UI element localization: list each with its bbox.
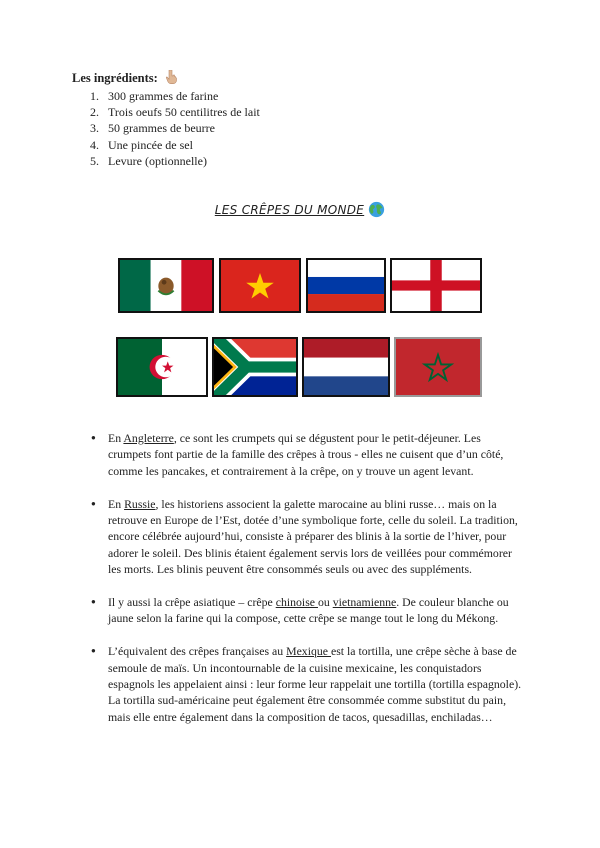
list-number: 3. [90, 121, 99, 136]
flag-england [390, 258, 482, 313]
bullet-russia [92, 496, 524, 578]
list-item [90, 153, 260, 169]
link-vietnamienne[interactable]: vietnamienne [332, 595, 397, 610]
bullet-mexico [92, 643, 524, 725]
section-title [0, 201, 600, 218]
ingredients-list [90, 88, 260, 169]
text: , les historiens associent la galette marocaine au blini russe… mais on la retrouve en Europe de l’Est, dotée d’une symbolique forte, celle du soleil. La tradition, encore célébrée aujourd’hui, consiste à préparer des blinis à la sortie de l’hiver, pour adorer le soleil. Des blinis étaient également servis lors de veillées pour commémorer les morts. Les blinis peuvent être consommés seuls ou avec des suppléments. [108, 496, 518, 577]
flag-morocco [394, 337, 482, 397]
flag-mexico [118, 258, 214, 313]
link-mexique[interactable]: Mexique [286, 644, 331, 659]
list-number: 2. [90, 105, 99, 120]
list-item [90, 120, 260, 136]
list-text: 300 grammes de farine [108, 89, 219, 103]
link-angleterre[interactable]: Angleterre [123, 431, 174, 445]
list-number: 5. [90, 153, 99, 168]
text: En [108, 496, 125, 511]
flag-russia [306, 258, 386, 313]
list-text: Une pincée de sel [108, 137, 193, 152]
text: , ce sont les crumpets qui se dégustent pour le petit-déjeuner. Les crumpets font partie de la famille des crêpes à trous - elles ne cuisent que d’un côté, comme les pancakes, et contrairement à la crêpe, on y trouve un agent levant. [108, 431, 504, 478]
list-text: Levure (optionnelle) [108, 153, 207, 168]
list-number: 1. [90, 89, 99, 103]
list-number: 4. [90, 137, 99, 152]
text: . De couleur blanche ou jaune selon la farine qui la compose, cette crêpe se mange tout le long du Mékong. [108, 595, 509, 626]
text: ou [317, 595, 333, 610]
ingredients-heading-text: Les ingrédients: [72, 71, 158, 85]
list-text: 50 grammes de beurre [108, 121, 215, 136]
list-item [90, 137, 260, 153]
bullet-asia [92, 594, 524, 627]
text: est la tortilla, une crêpe sèche à base de semoule de maïs. Un incontournable de la cuisine mexicaine, les conquistadors espagnols les appelaient ainsi : leur forme leur rappelait une tortilla (tortilla espagnole). La tortilla sud-américaine peut également être consommée comme substitut du pain, mais elle entre également dans la composition de tacos, quesadillas, enchiladas… [108, 644, 522, 724]
hand-pointing-down-icon [165, 70, 177, 84]
text: Il y aussi la crêpe asiatique – crêpe [108, 595, 276, 610]
ingredients-heading [72, 70, 177, 86]
flag-algeria [116, 337, 208, 397]
flag-netherlands [302, 337, 390, 397]
list-item [90, 104, 260, 120]
bullet-list [92, 430, 524, 742]
link-russie[interactable]: Russie [124, 496, 156, 511]
list-item [90, 88, 260, 104]
text: En [108, 431, 124, 445]
text: L’équivalent des crêpes françaises au [108, 644, 287, 659]
flag-south-africa [212, 337, 298, 397]
globe-icon [368, 201, 385, 218]
flag-vietnam [219, 258, 301, 313]
list-text: Trois oeufs 50 centilitres de lait [108, 105, 260, 120]
bullet-england [92, 430, 524, 479]
link-chinoise[interactable]: chinoise [275, 595, 318, 610]
section-title-text: LES CRÊPES DU MONDE [214, 203, 365, 217]
